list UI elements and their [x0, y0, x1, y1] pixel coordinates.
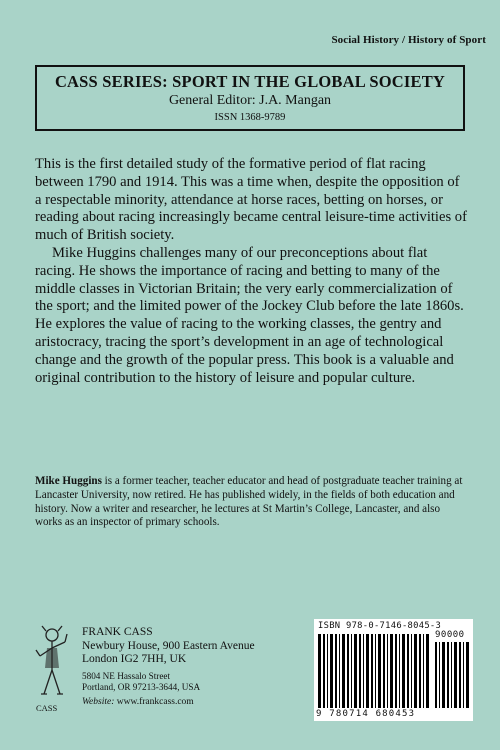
barcode — [314, 619, 473, 721]
series-issn: ISSN 1368-9789 — [214, 112, 286, 123]
publisher-address — [82, 626, 255, 667]
series-box — [35, 65, 465, 131]
website-url: www.frankcass.com — [116, 697, 194, 707]
publisher-logo-icon — [32, 622, 70, 712]
publisher-address-line1: Newbury House, 900 Eastern Avenue — [82, 639, 255, 652]
publisher-website — [82, 697, 194, 707]
publisher-logo-label: CASS — [36, 703, 58, 713]
blurb-paragraph-1: This is the first detailed study of the formative period of flat racing between 1790 and 1914. This was a time when, despite the opposition of a respectable minority, attendance at horse races, betting on horses, or reading about racing increasingly became central leisure-time activities of much of British society. — [35, 156, 467, 244]
author-bio-text: is a former teacher, teacher educator and head of postgraduate teacher training at Lancaster University, now retired. He has published widely, in the fields of both education and history. Now a writer and researcher, he lectures at St Martin’s College, Lancaster, and also works as an inspector of primary schools. — [35, 475, 463, 529]
publisher-address-line2: London IG2 7HH, UK — [82, 653, 187, 665]
author-name: Mike Huggins — [35, 475, 102, 487]
publisher-us-address — [82, 671, 200, 693]
barcode-digits: 9 780714 680453 — [316, 709, 416, 719]
publisher-address-line4: Portland, OR 97213-3644, USA — [82, 682, 201, 692]
barcode-addon-digits: 90000 — [435, 630, 465, 640]
series-editor: General Editor: J.A. Mangan — [168, 93, 332, 108]
website-label: Website: — [82, 697, 115, 707]
publisher-address-line3: 5804 NE Hassalo Street — [82, 671, 171, 681]
blurb-paragraph-2: Mike Huggins challenges many of our preconceptions about flat racing. He shows the importance of racing and betting to many of the middle classes in Victorian Britain; the very early commercialization of the sport; and the limited power of the Jockey Club before the late 1860s. He explores the value of racing to the working classes, the gentry and aristocracy, tracing the sport’s development in an age of technological change and the growth of the popular press. This book is a valuable and original contribution to the history of leisure and popular culture. — [35, 244, 464, 386]
barcode-main-bars — [318, 634, 430, 708]
barcode-addon-bars — [435, 642, 469, 708]
author-bio — [35, 475, 465, 530]
isbn-text: ISBN 978-0-7146-8045-3 — [318, 621, 442, 631]
publisher-name: FRANK CASS — [82, 626, 153, 638]
category-label: Social History / History of Sport — [331, 34, 486, 46]
blurb — [35, 156, 467, 387]
series-title: CASS SERIES: SPORT IN THE GLOBAL SOCIETY — [54, 72, 446, 91]
